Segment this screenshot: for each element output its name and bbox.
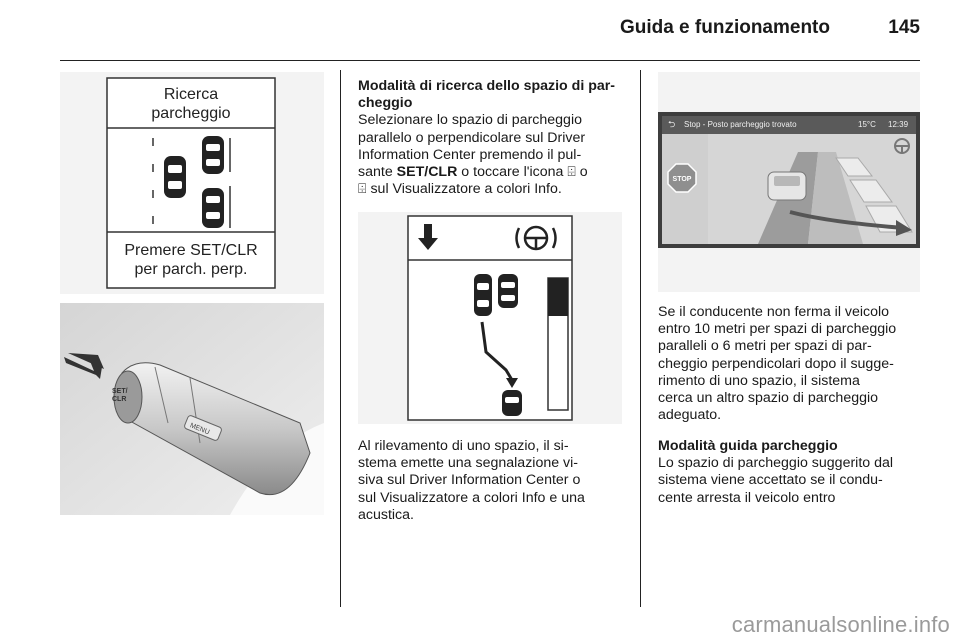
parked-car-icon bbox=[474, 274, 492, 316]
paragraph-line: cheggio perpendicolari dopo il sugge- bbox=[658, 355, 894, 372]
paragraph-line: Lo spazio di parcheggio suggerito dal bbox=[658, 455, 894, 472]
figure1-footer-line2: per parch. perp. bbox=[134, 261, 248, 278]
space-detected-paragraph bbox=[358, 438, 628, 524]
car-rear-icon bbox=[768, 172, 806, 200]
setclr-label-1: SET/ bbox=[112, 388, 128, 395]
parking-search-display-figure bbox=[60, 72, 324, 294]
parking-search-mode-section bbox=[358, 78, 628, 198]
figure1-footer-line1: Premere SET/CLR bbox=[124, 242, 258, 259]
paragraph-line: Information Center premendo il pul- bbox=[358, 146, 582, 163]
paragraph-line: siva sul Driver Information Center o bbox=[358, 472, 581, 489]
paragraph-line: parallelo o perpendicolare sul Driver bbox=[358, 129, 586, 146]
paragraph-line: ⌹ sul Visualizzatore a colori Info. bbox=[358, 181, 562, 198]
menu-label: MENU bbox=[188, 422, 211, 437]
setclr-button-ref: SET/CLR bbox=[396, 164, 458, 181]
section-heading: Modalità guida parcheggio bbox=[658, 438, 838, 454]
back-arrow-icon[interactable]: ⮌ bbox=[668, 119, 676, 129]
paragraph-line: paralleli o 6 metri per spazi di par- bbox=[658, 338, 872, 355]
paragraph-line: cerca un altro spazio di parcheggio bbox=[658, 390, 879, 407]
section-title: Guida e funzionamento bbox=[619, 17, 830, 38]
column-divider-1 bbox=[340, 70, 341, 607]
section-heading-cont: cheggio bbox=[358, 95, 413, 112]
parking-guidance-section bbox=[658, 438, 928, 507]
colour-info-display-figure bbox=[658, 72, 920, 292]
parked-car-icon bbox=[498, 274, 518, 308]
temperature: 15°C bbox=[858, 120, 876, 129]
paragraph-line: adeguato. bbox=[658, 407, 722, 424]
column-divider-2 bbox=[640, 70, 641, 607]
paragraph-line: sistema viene accettato se il condu- bbox=[658, 472, 883, 489]
driver-info-center-figure bbox=[358, 212, 622, 424]
indicator-lever-figure bbox=[60, 303, 324, 515]
page-number: 145 bbox=[888, 17, 920, 38]
own-car-icon bbox=[164, 156, 186, 198]
no-stop-paragraph bbox=[658, 304, 928, 424]
paragraph-line: cente arresta il veicolo entro bbox=[658, 489, 836, 506]
paragraph-line: rimento di uno spazio, il sistema bbox=[658, 372, 860, 389]
paragraph-line: sante SET/CLR o toccare l'icona ⌹ o bbox=[358, 164, 588, 181]
paragraph-line: Se il conducente non ferma il veicolo bbox=[658, 304, 890, 320]
parking-icon: ⌹ bbox=[567, 164, 576, 181]
section-heading: Modalità di ricerca dello spazio di par- bbox=[358, 78, 616, 94]
watermark: carmanualsonline.info bbox=[731, 612, 950, 637]
stop-sign-icon bbox=[668, 164, 696, 192]
figure1-title-line2: parcheggio bbox=[151, 105, 231, 122]
target-space-car-icon bbox=[502, 390, 522, 416]
status-title: Stop - Posto parcheggio trovato bbox=[684, 120, 797, 129]
clock: 12:39 bbox=[888, 120, 909, 129]
parked-car-icon bbox=[202, 188, 224, 228]
stop-sign-label: STOP bbox=[672, 176, 692, 183]
paragraph-line: entro 10 metri per spazi di parcheggio bbox=[658, 321, 897, 338]
figure1-title-line1: Ricerca bbox=[163, 86, 219, 103]
paragraph-line: Al rilevamento di uno spazio, il si- bbox=[358, 438, 569, 454]
paragraph-line: Selezionare lo spazio di parcheggio bbox=[358, 112, 582, 129]
parking-icon: ⌹ bbox=[358, 181, 367, 198]
parked-car-icon bbox=[202, 136, 224, 174]
header-divider bbox=[60, 60, 920, 61]
paragraph-line: stema emette una segnalazione vi- bbox=[358, 455, 579, 472]
paragraph-line: acustica. bbox=[358, 506, 414, 523]
distance-bar bbox=[548, 278, 568, 410]
paragraph-line: sul Visualizzatore a colori Info e una bbox=[358, 489, 585, 506]
setclr-label-2: CLR bbox=[112, 396, 127, 403]
